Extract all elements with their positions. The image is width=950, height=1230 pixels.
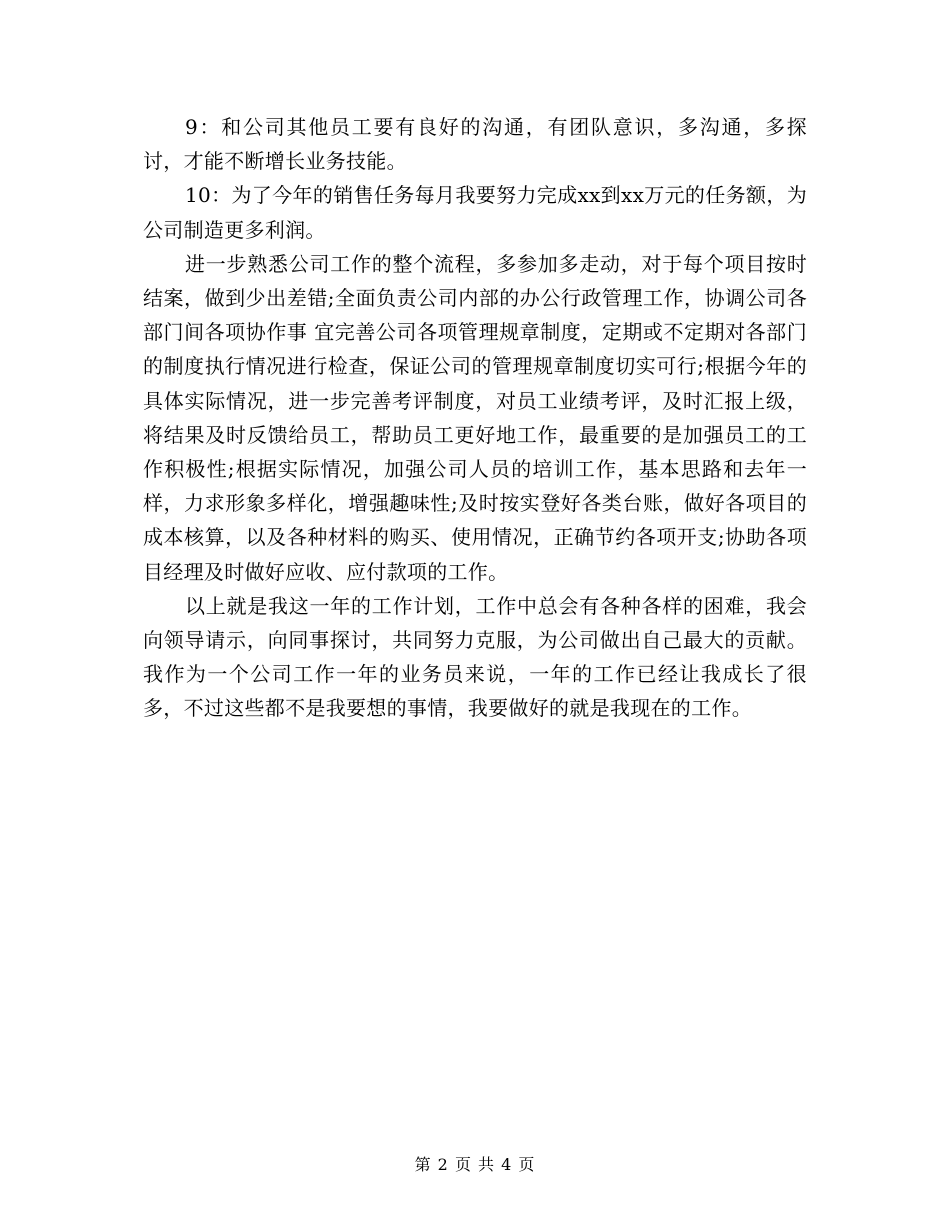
document-body [143, 110, 807, 726]
page-footer: 第 2 页 共 4 页 [414, 1155, 536, 1174]
paragraph-item-10: 10：为了今年的销售任务每月我要努力完成xx到xx万元的任务额，为公司制造更多利润。 [143, 183, 807, 242]
paragraph-workflow: 进一步熟悉公司工作的整个流程，多参加多走动，对于每个项目按时结案，做到少出差错;全面负责公司内部的办公行政管理工作，协调公司各部门间各项协作事 宜完善公司各项管理规章制度，定期或不定期对各部门的制度执行情况进行检查，保证公司的管理规章制度切实可行;根据今年的具体实际情况，进一步完善考评制度，对员工业绩考评，及时汇报上级，将结果及时反馈给员工，帮助员工更好地工作，最重要的是加强员工的工作积极性;根据实际情况，加强公司人员的培训工作，基本思路和去年一样，力求形象多样化，增强趣味性;及时按实登好各类台账，做好各项目的成本核算，以及各种材料的购买、使用情况，正确节约各项开支;协助各项目经理及时做好应收、应付款项的工作。 [143, 251, 807, 584]
paragraph-conclusion: 以上就是我这一年的工作计划，工作中总会有各种各样的困难，我会向领导请示，向同事探讨，共同努力克服，为公司做出自己最大的贡献。 我作为一个公司工作一年的业务员来说，一年的工作已经让我成长了很多，不过这些都不是我要想的事情，我要做好的就是我现在的工作。 [143, 593, 807, 721]
paragraph-item-9: 9：和公司其他员工要有良好的沟通，有团队意识，多沟通，多探讨，才能不断增长业务技能。 [143, 115, 807, 174]
